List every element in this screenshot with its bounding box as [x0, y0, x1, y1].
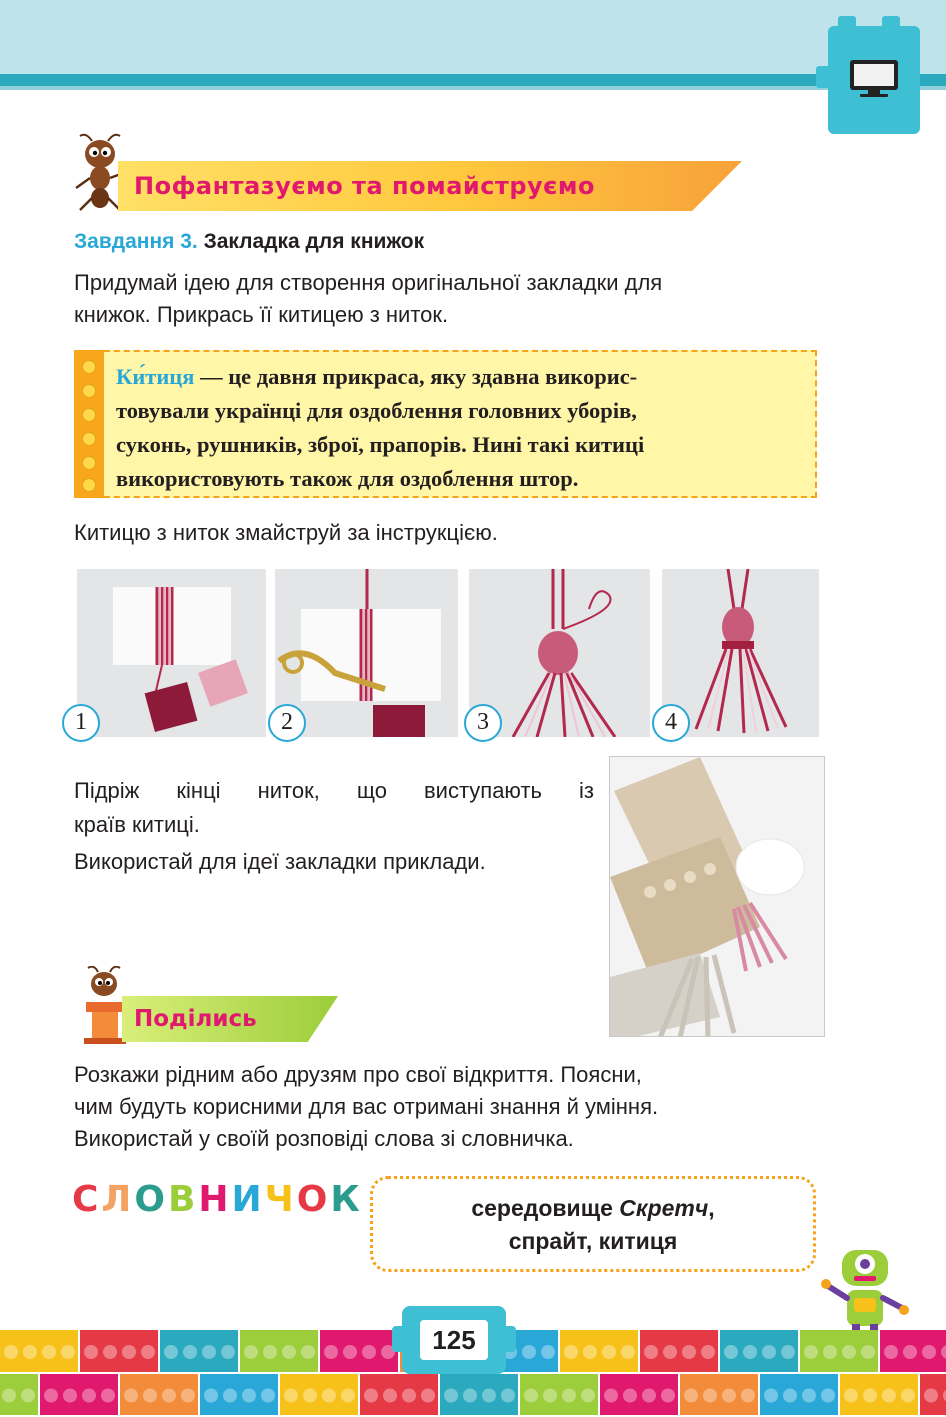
- cut-text-line1: Підріж кінці ниток, що виступають із: [74, 778, 594, 803]
- vocabulary-title-letter: Л: [101, 1179, 135, 1220]
- vocabulary-title-letter: В: [167, 1179, 199, 1220]
- instruction-text: Китицю з ниток змайструй за інструкцією.: [74, 520, 498, 545]
- vocabulary-words: [370, 1192, 816, 1258]
- definition-text: [116, 360, 816, 496]
- step-photo-1: [77, 569, 266, 737]
- definition-term: Ки́тиця: [116, 364, 195, 389]
- vocabulary-title-letter: О: [296, 1179, 331, 1220]
- header-stripe: [0, 74, 946, 86]
- chapter-badge: [828, 26, 920, 134]
- task-title: Закладка для книжок: [203, 230, 425, 253]
- use-examples-text: Використай для ідеї закладки приклади.: [74, 849, 486, 874]
- share-text-line3: Використай у своїй розповіді слова зі словничка.: [74, 1126, 574, 1151]
- vocab-words-line2: спрайт, китиця: [508, 1228, 678, 1254]
- page-number: 125: [420, 1320, 488, 1360]
- vocab-word-scratch-prefix: середовище: [471, 1195, 620, 1221]
- step-badge-3: 3: [464, 704, 502, 742]
- vocabulary-title-letter: Ч: [264, 1179, 297, 1220]
- share-text-line2: чим будуть корисними для вас отримані знання й уміння.: [74, 1094, 659, 1119]
- bookmarks-photo: [609, 756, 825, 1037]
- definition-line4: використовують також для оздоблення штор.: [116, 466, 579, 491]
- task-intro-line2: книжок. Прикрась її китицею з ниток.: [74, 302, 449, 327]
- lego-stud-icon: [82, 408, 96, 422]
- vocab-comma: ,: [708, 1195, 715, 1221]
- vocabulary-title: [72, 1180, 363, 1220]
- step-badge-1: 1: [62, 704, 100, 742]
- task-number: Завдання 3.: [74, 230, 198, 253]
- step-badge-2: 2: [268, 704, 306, 742]
- monitor-icon: [848, 58, 900, 98]
- vocabulary-title-letter: О: [134, 1179, 168, 1220]
- lego-stud-icon: [82, 360, 96, 374]
- vocabulary-title-letter: Н: [198, 1179, 232, 1220]
- step-badge-4: 4: [652, 704, 690, 742]
- section-title-share: Поділись: [134, 1006, 257, 1032]
- lego-stud-icon: [82, 432, 96, 446]
- task-heading: [74, 230, 424, 254]
- vocab-word-scratch: Скретч: [619, 1195, 709, 1221]
- definition-line2: товували українці для оздоблення головних уборів,: [116, 398, 637, 423]
- header-band: [0, 0, 946, 74]
- robot-icon: [814, 1238, 914, 1338]
- definition-line1: — це давня прикраса, яку здавна викорис-: [194, 364, 638, 389]
- lego-stud-icon: [82, 384, 96, 398]
- vocabulary-title-letter: К: [330, 1179, 363, 1220]
- vocabulary-title-letter: С: [72, 1179, 102, 1220]
- definition-line3: суконь, рушників, зброї, прапорів. Нині такі китиці: [116, 432, 645, 457]
- vocabulary-title-letter: И: [231, 1179, 265, 1220]
- lego-stud-icon: [82, 478, 96, 492]
- section-title-fantasy: Пофантазуємо та помайструємо: [134, 172, 595, 200]
- header-stripe-light: [0, 86, 946, 90]
- share-text-line1: Розкажи рідним або друзям про свої відкриття. Поясни,: [74, 1062, 642, 1087]
- cut-text-line2: країв китиці.: [74, 812, 200, 837]
- task-intro-line1: Придумай ідею для створення оригінальної закладки для: [74, 270, 663, 295]
- lego-stud-icon: [82, 456, 96, 470]
